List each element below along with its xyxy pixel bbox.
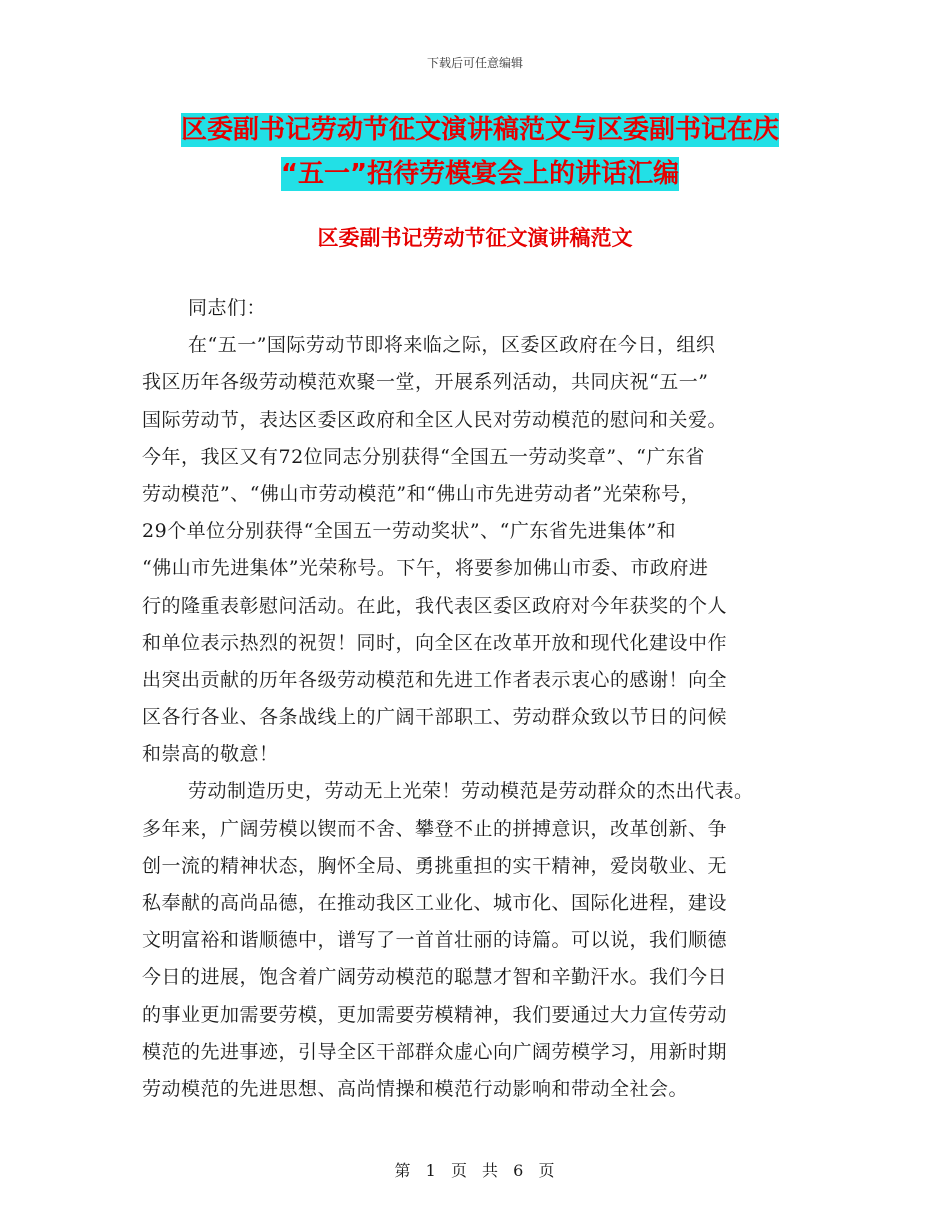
paragraph-line: “佛山市先进集体”光荣称号。下午，将要参加佛山市委、市政府进 [142,557,709,580]
paragraph-line: 劳动模范”、“佛山市劳动模范”和“佛山市先进劳动者”光荣称号， [142,482,701,505]
paragraph-line: 出突出贡献的历年各级劳动模范和先进工作者表示衷心的感谢！向全 [142,668,728,691]
paragraph-line: 劳动制造历史，劳动无上光荣！劳动模范是劳动群众的杰出代表。 [188,780,754,803]
paragraph-line: 区各行各业、各条战线上的广阔干部职工、劳动群众致以节日的问候 [142,706,728,729]
footer-total-word: 共 [482,1161,500,1180]
paragraph-line: 和单位表示热烈的祝贺！同时，向全区在改革开放和现代化建设中作 [142,631,728,654]
footer-page-word: 页 [450,1161,468,1180]
document-title [120,108,840,196]
title-line-2: “五一”招待劳模宴会上的讲话汇编 [280,159,680,189]
paragraph-line: 多年来，广阔劳模以锲而不舍、攀登不止的拼搏意识，改革创新、争 [142,817,728,840]
footer-prefix: 第 [394,1161,412,1180]
paragraph-line: 国际劳动节，表达区委区政府和全区人民对劳动模范的慰问和关爱。 [142,408,728,431]
paragraph-line: 29个单位分别获得“全国五一劳动奖状”、“广东省先进集体”和 [142,520,677,543]
paragraph-line: 行的隆重表彰慰问活动。在此，我代表区委区政府对今年获奖的个人 [142,594,728,617]
current-page-number: 1 [425,1161,437,1180]
header-note: 下载后可任意编辑 [426,56,523,70]
paragraph-line: 今日的进展，饱含着广阔劳动模范的聪慧才智和辛勤汗水。我们今日 [142,966,728,989]
paragraph-line: 和崇高的敬意！ [142,743,279,766]
paragraph-line: 文明富裕和谐顺德中，谱写了一首首壮丽的诗篇。可以说，我们顺德 [142,929,728,952]
page-footer [0,1158,950,1181]
paragraph-line: 同志们： [188,297,267,319]
paragraph-line: 我区历年各级劳动模范欢聚一堂，开展系列活动，共同庆祝“五一” [142,371,709,394]
paragraph-line: 今年，我区又有72位同志分别获得“全国五一劳动奖章”、“广东省 [142,445,705,468]
section-title: 区委副书记劳动节征文演讲稿范文 [317,226,633,250]
paragraph-line: 在“五一”国际劳动节即将来临之际，区委区政府在今日，组织 [188,334,716,357]
paragraph-line: 模范的先进事迹，引导全区干部群众虚心向广阔劳模学习，用新时期 [142,1040,728,1063]
body-text [142,290,812,1108]
paragraph-line: 劳动模范的先进思想、高尚情操和模范行动影响和带动全社会。 [142,1077,689,1100]
total-page-count: 6 [513,1161,525,1180]
title-line-1: 区委副书记劳动节征文演讲稿范文与区委副书记在庆 [180,115,779,145]
paragraph-line: 创一流的精神状态，胸怀全局、勇挑重担的实干精神，爱岗敬业、无 [142,854,728,877]
paragraph-line: 私奉献的高尚品德，在推动我区工业化、城市化、国际化进程，建设 [142,892,728,914]
paragraph-line: 的事业更加需要劳模，更加需要劳模精神，我们要通过大力宣传劳动 [142,1003,728,1026]
footer-suffix: 页 [538,1161,556,1180]
